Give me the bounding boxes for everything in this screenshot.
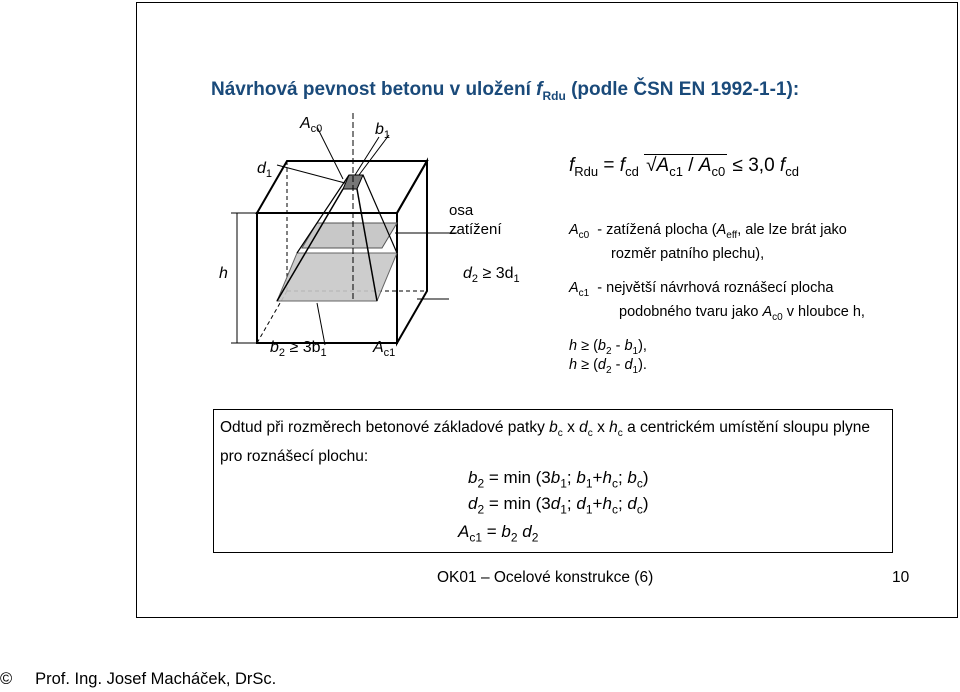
- block-side-face: [397, 161, 427, 343]
- definition-ac0: $A_{c0}$ - zatížená plocha ($A_{eff}$, ale lze brát jako rozměr patního plechu),: [569, 222, 847, 262]
- label-load-axis: osa zatížení: [449, 202, 502, 238]
- footer-course: OK01 – Ocelové konstrukce (6): [437, 569, 654, 586]
- slide-frame: [136, 2, 958, 618]
- equation-b2: $b_2 = \min (3b_1$; $b_1+h_c$; $b_c$): [468, 468, 649, 491]
- label-h: h: [219, 265, 228, 282]
- copyright-icon: ©: [0, 670, 13, 688]
- label-b2-condition: $b_2 \ge 3b_1$: [270, 339, 327, 360]
- label-d2-condition: $d_2 \ge 3d_1$: [463, 265, 520, 286]
- definition-ac1: $A_{c1}$ - největší návrhová roznášecí plocha podobného tvaru jako $A_{c0}$ v hloubce h,: [569, 280, 865, 323]
- slide-title: Návrhová pevnost betonu v uložení $f_{Rdu}$ (podle ČSN EN 1992-1-1):: [211, 79, 800, 103]
- page-number: 10: [892, 569, 910, 586]
- label-b1: $b_1$: [375, 121, 391, 142]
- author-name: Prof. Ing. Josef Macháček, DrSc.: [35, 670, 277, 688]
- equation-ac1: $A_{c1} = b_2$ $d_2$: [458, 522, 539, 545]
- copyright: [0, 670, 276, 689]
- condition-d: $h \ge (d_2 - d_1)$.: [569, 357, 647, 376]
- main-formula: $f_{Rdu} = f_{cd}$ $√A_{c1} / A_{c0} \le 3,0$ $f_{cd}$: [569, 155, 799, 179]
- condition-b: $h \ge (b_2 - b_1)$,: [569, 338, 647, 357]
- label-ac1: $A_{c1}$: [373, 339, 396, 360]
- box-paragraph: Odtud při rozměrech betonové základové patky $b_c$ x $d_c$ x $h_c$ a centrickém umístění sloupu plyne pro roznášecí plochu:: [220, 419, 871, 466]
- foundation-diagram: [217, 113, 477, 363]
- equation-d2: $d_2 = \min (3d_1$; $d_1+h_c$; $d_c$): [468, 494, 649, 517]
- ac1-base-area: [277, 253, 397, 301]
- label-ac0: $A_{c0}$: [300, 115, 323, 136]
- label-d1: $d_1$: [257, 160, 273, 181]
- result-box: [213, 409, 893, 553]
